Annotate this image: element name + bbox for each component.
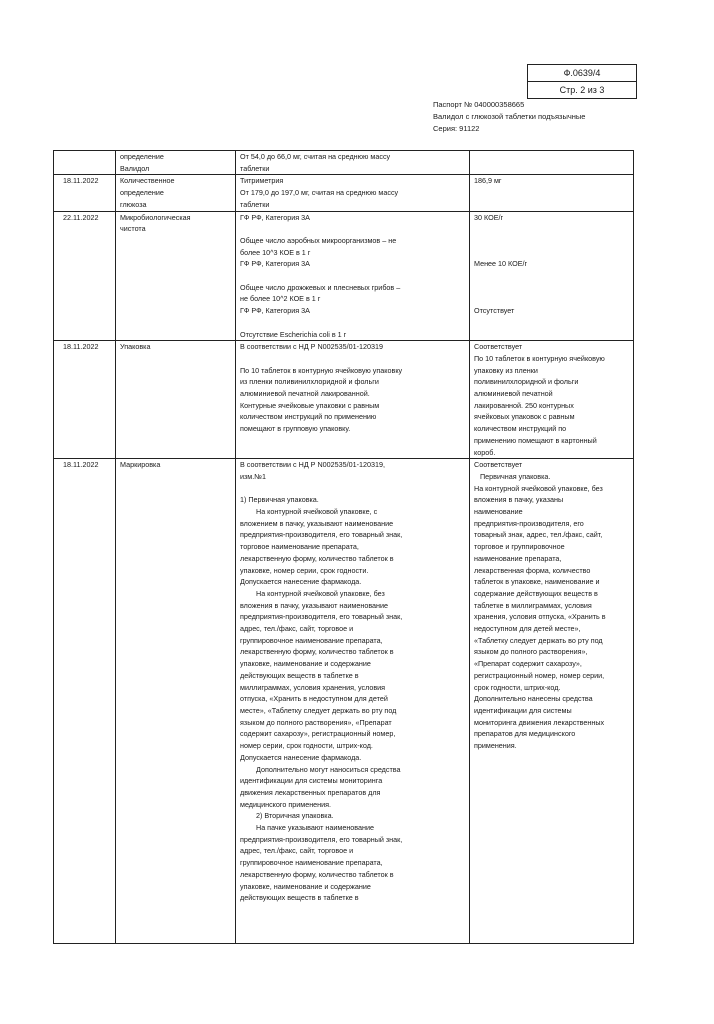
- norm-line: не более 10^2 КОЕ в 1 г: [240, 294, 321, 304]
- date-cell: 18.11.2022: [54, 175, 116, 211]
- norm-line: лекарственную форму, количество таблеток в: [240, 647, 394, 657]
- norm-line: медицинского применения.: [240, 799, 332, 809]
- table-row: [54, 341, 634, 459]
- norm-line: предприятия-производителя, его товарный знак,: [240, 530, 403, 540]
- norm-line: Дополнительно могут наноситься средства: [256, 764, 401, 774]
- norm-line: алюминиевой печатной лакированной.: [240, 389, 370, 398]
- norm-line: действующих веществ в таблетке в: [240, 893, 359, 903]
- norm-line: миллиграммах, условия хранения, условия: [240, 682, 386, 692]
- norm-line: изм.№1: [240, 471, 266, 481]
- passport-number: Паспорт № 040000358665: [433, 100, 525, 109]
- norm-line: группировочное наименование препарата,: [240, 858, 383, 868]
- test-line: Упаковка: [120, 342, 151, 352]
- result-line: лекарственная форма, количество: [474, 565, 591, 575]
- test-cell: [116, 175, 236, 211]
- norm-line: отпуска, «Хранить в недоступном для детей: [240, 694, 388, 704]
- table-row: [54, 459, 634, 944]
- result-line: вложения в пачку, указаны: [474, 495, 564, 505]
- test-results-table: [53, 150, 634, 944]
- result-cell: [470, 459, 634, 944]
- norm-line: месте», «Таблетку следует держать во рту под: [240, 705, 397, 715]
- norm-line: По 10 таблеток в контурную ячейковую упаковку: [240, 365, 403, 375]
- result-cell: [470, 211, 634, 341]
- date-cell: 18.11.2022: [54, 341, 116, 459]
- norm-line: Титриметрия: [240, 176, 284, 186]
- norm-line: На пачке указывают наименование: [256, 823, 375, 833]
- norm-line: языком до полного растворения», «Препарат: [240, 717, 392, 727]
- result-line: Отсутствует: [474, 305, 515, 315]
- result-line: таблетке в миллиграммах, условия: [474, 600, 592, 610]
- norm-cell: [236, 175, 470, 211]
- result-line: Дополнительно нанесены средства: [474, 694, 593, 704]
- norm-line: Контурные ячейковые упаковки с равным: [240, 400, 380, 410]
- result-line: недоступном для детей месте»,: [474, 624, 581, 634]
- result-line: срок годности, штрих-код.: [474, 682, 561, 692]
- date-cell: [54, 151, 116, 175]
- norm-line: вложением в пачку, указывают наименование: [240, 518, 394, 528]
- norm-line: содержит сахарозу», регистрационный номер,: [240, 729, 396, 739]
- result-line: Первичная упаковка.: [480, 471, 551, 481]
- result-line: 186,9 мг: [474, 176, 502, 186]
- norm-line: торговое наименование препарата,: [240, 542, 359, 552]
- date-cell: 18.11.2022: [54, 459, 116, 944]
- norm-line: упаковке, наименование и содержание: [240, 881, 371, 891]
- result-line: лакированной. 250 контурных: [474, 400, 574, 410]
- product-name: Валидол с глюкозой таблетки подъязычные: [433, 112, 586, 121]
- norm-line: Общее число дрожжевых и плесневых грибов –: [240, 282, 401, 292]
- norm-line: Общее число аэробных микроорганизмов – не: [240, 235, 397, 245]
- norm-line: лекарственную форму, количество таблеток в: [240, 553, 394, 563]
- result-line: языком до полного растворения»,: [474, 647, 588, 657]
- norm-cell: [236, 151, 470, 175]
- result-line: По 10 таблеток в контурную ячейковую: [474, 353, 605, 363]
- norm-line: адрес, тел./факс, сайт, торговое и: [240, 846, 354, 856]
- result-line: Менее 10 КОЕ/г: [474, 259, 528, 269]
- result-line: регистрационный номер, номер серии,: [474, 670, 605, 680]
- norm-cell: [236, 459, 470, 944]
- table-row: [54, 211, 634, 341]
- norm-line: На контурной ячейковой упаковке, с: [256, 507, 378, 517]
- norm-line: номер серии, срок годности, штрих-код.: [240, 741, 373, 751]
- norm-cell: [236, 341, 470, 459]
- result-line: препаратов для медицинского: [474, 729, 576, 739]
- norm-line: В соответствии с НД Р N002535/01-120319: [240, 342, 384, 352]
- result-line: хранения, условия отпуска, «Хранить в: [474, 612, 606, 622]
- test-cell: [116, 211, 236, 341]
- test-line: чистота: [120, 224, 146, 234]
- norm-line: количеством инструкций по применению: [240, 412, 377, 422]
- result-line: предприятия-производителя, его: [474, 518, 584, 528]
- norm-line: Допускается нанесение фармакода.: [240, 577, 362, 587]
- test-cell: [116, 459, 236, 944]
- date-cell: 22.11.2022: [54, 211, 116, 341]
- norm-line: действующих веществ в таблетке в: [240, 670, 359, 680]
- norm-line: более 10^3 КОЕ в 1 г: [240, 247, 311, 257]
- norm-line: лекарственную форму, количество таблеток в: [240, 869, 394, 879]
- test-line: Микробиологическая: [120, 212, 191, 222]
- test-line: Количественное: [120, 176, 175, 186]
- result-cell: [470, 151, 634, 175]
- result-line: количеством инструкций по: [474, 424, 567, 434]
- test-line: определение: [120, 188, 164, 198]
- result-line: мониторинга движения лекарственных: [474, 717, 605, 727]
- result-line: наименование: [474, 507, 523, 517]
- form-number-box: [527, 64, 637, 99]
- norm-line: 2) Вторичная упаковка.: [256, 811, 334, 821]
- norm-line: вложения в пачку, указывают наименование: [240, 600, 389, 610]
- table-row: [54, 175, 634, 211]
- test-line: глюкоза: [120, 199, 147, 209]
- result-line: применению помещают в картонный: [474, 435, 597, 445]
- result-line: 30 КОЕ/г: [474, 212, 504, 222]
- result-cell: [470, 341, 634, 459]
- norm-line: Допускается нанесение фармакода.: [240, 752, 362, 762]
- test-cell: [116, 341, 236, 459]
- norm-line: ГФ РФ, Категория 3А: [240, 306, 310, 316]
- norm-line: Отсутствие Escherichia coli в 1 г: [240, 329, 347, 339]
- result-line: наименование препарата,: [474, 553, 562, 563]
- result-line: упаковку из пленки: [474, 365, 538, 375]
- test-line: Валидол: [120, 163, 150, 173]
- norm-line: ГФ РФ, Категория 3А: [240, 212, 310, 222]
- table-row: [54, 151, 634, 175]
- form-number: Ф.0639/4: [563, 68, 601, 78]
- document-header: [433, 99, 585, 135]
- norm-line: адрес, тел./факс, сайт, торговое и: [240, 624, 354, 634]
- result-line: содержание действующих веществ в: [474, 588, 598, 598]
- result-line: алюминиевой печатной: [474, 389, 553, 399]
- norm-line: таблетки: [240, 163, 270, 173]
- result-cell: [470, 175, 634, 211]
- norm-line: упаковке, номер серии, срок годности.: [240, 565, 369, 575]
- result-line: ячейковых упаковок с равным: [474, 412, 575, 422]
- norm-line: упаковке, наименование и содержание: [240, 659, 371, 669]
- norm-line: 1) Первичная упаковка.: [240, 495, 319, 505]
- test-cell: [116, 151, 236, 175]
- result-line: товарный знак, адрес, тел./факс, сайт,: [474, 530, 603, 540]
- result-line: Соответствует: [474, 460, 523, 470]
- result-line: Соответствует: [474, 342, 523, 352]
- norm-line: предприятия-производителя, его товарный знак,: [240, 834, 403, 844]
- page-number: Стр. 2 из 3: [528, 81, 636, 98]
- norm-line: ГФ РФ, Категория 3А: [240, 259, 310, 269]
- result-line: таблеток в упаковке, наименование и: [474, 577, 600, 587]
- result-line: поливинилхлоридной и фольги: [474, 377, 579, 387]
- norm-cell: [236, 211, 470, 341]
- norm-line: идентификации для системы мониторинга: [240, 776, 383, 786]
- norm-line: таблетки: [240, 199, 270, 209]
- result-line: применения.: [474, 741, 517, 751]
- test-line: определение: [120, 152, 164, 161]
- result-line: идентификации для системы: [474, 706, 572, 715]
- norm-line: из пленки поливинилхлоридной и фольги: [240, 377, 379, 387]
- result-line: На контурной ячейковой упаковке, без: [474, 483, 603, 493]
- norm-line: От 179,0 до 197,0 мг, считая на среднюю массу: [240, 188, 399, 198]
- norm-line: От 54,0 до 66,0 мг, считая на среднюю массу: [240, 152, 391, 161]
- result-line: короб.: [474, 447, 496, 457]
- norm-line: предприятия-производителя, его товарный знак,: [240, 612, 403, 622]
- norm-line: На контурной ячейковой упаковке, без: [256, 588, 385, 598]
- norm-line: помещают в групповую упаковку.: [240, 424, 351, 434]
- norm-line: В соответствии с НД Р N002535/01-120319,: [240, 460, 386, 470]
- norm-line: движения лекарственных препаратов для: [240, 787, 381, 797]
- result-line: «Таблетку следует держать во рту под: [474, 635, 603, 645]
- result-line: торговое и группировочное: [474, 542, 565, 552]
- result-line: «Препарат содержит сахарозу»,: [474, 659, 582, 669]
- series-number: Серия: 91122: [433, 124, 480, 133]
- test-line: Маркировка: [120, 460, 161, 470]
- norm-line: группировочное наименование препарата,: [240, 635, 383, 645]
